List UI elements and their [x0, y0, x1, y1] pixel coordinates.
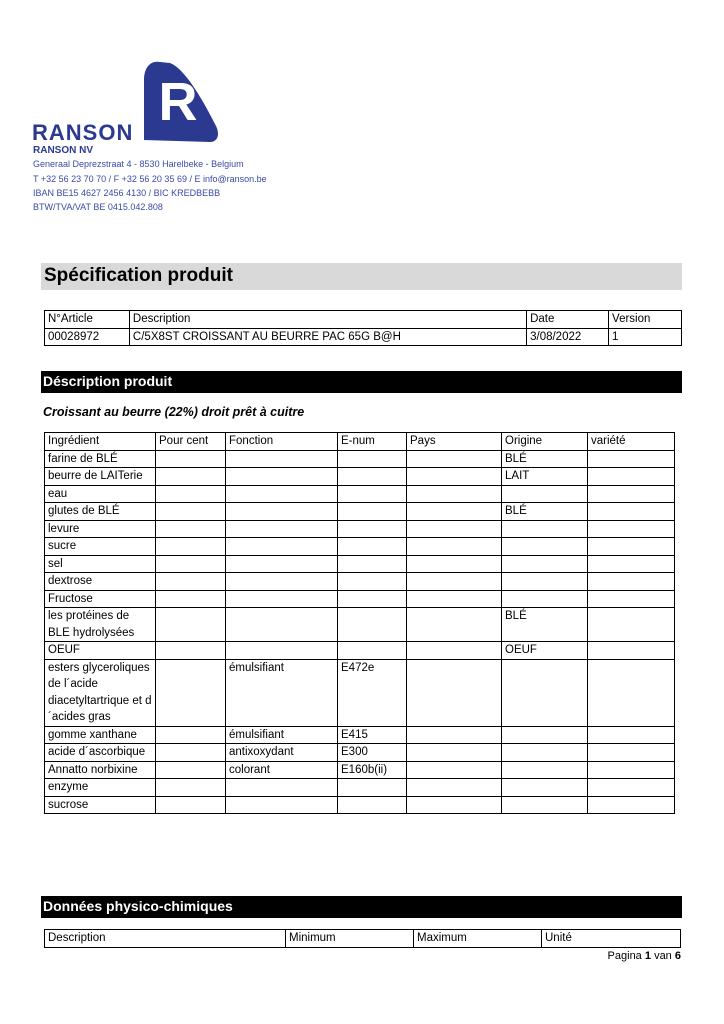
physico-header-cell: Minimum	[286, 930, 414, 948]
ingredient-cell	[502, 744, 588, 762]
ingredient-row	[45, 761, 675, 779]
ingredient-cell: farine de BLÉ	[45, 450, 156, 468]
ingredient-cell: OEUF	[502, 642, 588, 660]
ingredient-cell	[338, 796, 407, 814]
ingredient-cell: BLÉ	[502, 608, 588, 642]
article-table	[44, 310, 682, 346]
ingredient-header-cell: Origine	[502, 433, 588, 451]
ingredient-cell	[588, 590, 675, 608]
ingredient-row	[45, 744, 675, 762]
bank-line: IBAN BE15 4627 2456 4130 / BIC KREDBEBB	[33, 188, 221, 198]
ingredient-cell	[226, 573, 338, 591]
ingredient-cell	[338, 608, 407, 642]
company-name: RANSON NV	[33, 145, 94, 156]
physico-header-cell: Unité	[542, 930, 681, 948]
article-description: C/5X8ST CROISSANT AU BEURRE PAC 65G B@H	[129, 328, 526, 346]
ingredient-cell	[156, 726, 226, 744]
ingredient-cell	[588, 659, 675, 726]
ingredient-cell: E415	[338, 726, 407, 744]
ingredient-cell	[502, 726, 588, 744]
logo-letter: R	[158, 72, 198, 132]
article-header-row	[45, 311, 682, 329]
ingredient-cell	[407, 796, 502, 814]
page-footer	[608, 950, 681, 962]
ingredient-cell: émulsifiant	[226, 659, 338, 726]
ingredient-row	[45, 796, 675, 814]
ingredient-header-cell: Fonction	[226, 433, 338, 451]
ingredient-cell	[407, 608, 502, 642]
ingredient-row	[45, 779, 675, 797]
ingredient-cell	[588, 608, 675, 642]
section-heading: Déscription produit	[43, 373, 173, 389]
ingredient-cell	[226, 538, 338, 556]
ingredient-row	[45, 726, 675, 744]
ingredient-row	[45, 642, 675, 660]
article-value-row	[45, 328, 682, 346]
logo-text: RANSON	[32, 120, 134, 145]
ingredient-cell	[156, 761, 226, 779]
ingredient-cell	[502, 555, 588, 573]
ingredient-cell: levure	[45, 520, 156, 538]
section-heading: Données physico-chimiques	[43, 898, 233, 914]
product-subtitle: Croissant au beurre (22%) droit prêt à cuitre	[43, 405, 305, 419]
ingredient-row	[45, 608, 675, 642]
ingredient-cell: OEUF	[45, 642, 156, 660]
ingredient-cell: E300	[338, 744, 407, 762]
ingredient-cell	[502, 520, 588, 538]
ingredient-cell	[407, 744, 502, 762]
ingredient-cell	[226, 779, 338, 797]
ingredient-cell	[338, 450, 407, 468]
ingredient-cell	[407, 520, 502, 538]
ingredient-cell	[407, 503, 502, 521]
ingredient-row	[45, 538, 675, 556]
ingredient-cell	[226, 450, 338, 468]
ingredient-cell	[588, 573, 675, 591]
ingredient-cell	[407, 485, 502, 503]
ingredient-cell	[226, 485, 338, 503]
physico-table	[44, 929, 681, 948]
ingredient-cell: acide d´ascorbique	[45, 744, 156, 762]
ingredient-cell	[407, 538, 502, 556]
ingredient-cell	[407, 779, 502, 797]
ingredient-cell	[588, 796, 675, 814]
ingredient-cell	[588, 503, 675, 521]
ingredient-cell	[156, 468, 226, 486]
page-title-bar	[41, 263, 682, 290]
ingredient-cell	[502, 573, 588, 591]
ingredient-cell: émulsifiant	[226, 726, 338, 744]
ingredient-cell: glutes de BLÉ	[45, 503, 156, 521]
ingredient-cell	[156, 573, 226, 591]
article-header-cell: Date	[527, 311, 609, 329]
ingredient-cell	[588, 468, 675, 486]
ingredient-row	[45, 573, 675, 591]
ingredient-cell	[502, 779, 588, 797]
description-section-bar	[41, 371, 682, 393]
vat-line: BTW/TVA/VAT BE 0415.042.808	[33, 202, 163, 212]
article-header-cell: Description	[129, 311, 526, 329]
ingredient-cell: les protéines de BLE hydrolysées	[45, 608, 156, 642]
ingredient-cell	[407, 761, 502, 779]
ingredient-cell	[588, 485, 675, 503]
ingredient-cell	[338, 468, 407, 486]
ingredient-cell: BLÉ	[502, 450, 588, 468]
ingredient-cell: BLÉ	[502, 503, 588, 521]
ingredient-cell	[588, 555, 675, 573]
ingredient-cell	[588, 520, 675, 538]
physico-header-cell: Maximum	[414, 930, 542, 948]
ingredient-cell	[226, 796, 338, 814]
ingredient-cell: Annatto norbixine	[45, 761, 156, 779]
ingredient-cell	[226, 520, 338, 538]
ingredient-cell	[156, 450, 226, 468]
ingredient-cell	[156, 485, 226, 503]
ingredient-cell: Fructose	[45, 590, 156, 608]
physico-header-cell: Description	[45, 930, 286, 948]
ingredient-cell	[588, 779, 675, 797]
ingredient-cell	[502, 590, 588, 608]
article-header-cell: Version	[609, 311, 682, 329]
ingredient-cell	[338, 642, 407, 660]
ingredient-row	[45, 520, 675, 538]
ingredient-cell: esters glyceroliques de l´acide diacetyltartrique et d´acides gras	[45, 659, 156, 726]
article-date: 3/08/2022	[527, 328, 609, 346]
ingredient-cell	[588, 450, 675, 468]
footer-middle: van	[654, 950, 672, 962]
ingredient-cell: E160b(ii)	[338, 761, 407, 779]
ingredient-cell	[226, 555, 338, 573]
ingredient-cell	[226, 642, 338, 660]
ingredient-header-cell: E-num	[338, 433, 407, 451]
ingredient-cell	[407, 468, 502, 486]
ingredient-cell	[338, 779, 407, 797]
footer-total: 6	[674, 950, 681, 962]
ingredient-table	[44, 432, 675, 814]
ingredient-row	[45, 450, 675, 468]
ingredient-cell	[156, 520, 226, 538]
ingredient-cell	[502, 485, 588, 503]
ingredient-cell	[407, 726, 502, 744]
article-header-cell: N°Article	[45, 311, 130, 329]
ingredient-cell	[156, 659, 226, 726]
ingredient-cell	[226, 468, 338, 486]
ingredient-cell	[407, 573, 502, 591]
ingredient-cell	[156, 642, 226, 660]
ingredient-cell: LAIT	[502, 468, 588, 486]
ingredient-cell	[588, 744, 675, 762]
ingredient-row	[45, 659, 675, 726]
ingredient-cell	[588, 761, 675, 779]
physico-header-row	[45, 930, 681, 948]
ingredient-header-cell: Ingrédient	[45, 433, 156, 451]
ingredient-header-cell: Pour cent	[156, 433, 226, 451]
contact-line: T +32 56 23 70 70 / F +32 56 20 35 69 / E info@ranson.be	[33, 174, 267, 184]
ingredient-cell	[338, 485, 407, 503]
article-version: 1	[609, 328, 682, 346]
ingredient-cell	[407, 450, 502, 468]
footer-prefix: Pagina	[607, 950, 642, 962]
ingredient-cell	[156, 796, 226, 814]
page-title: Spécification produit	[44, 265, 233, 286]
ingredient-cell: sucrose	[45, 796, 156, 814]
ingredient-cell	[156, 608, 226, 642]
ingredient-cell	[156, 555, 226, 573]
ingredient-cell	[502, 538, 588, 556]
ingredient-cell: antixoxydant	[226, 744, 338, 762]
ingredient-cell: eau	[45, 485, 156, 503]
ingredient-cell	[156, 744, 226, 762]
ingredient-cell	[156, 590, 226, 608]
ingredient-row	[45, 555, 675, 573]
ingredient-cell	[407, 555, 502, 573]
ingredient-header-cell: Pays	[407, 433, 502, 451]
ingredient-cell	[338, 520, 407, 538]
ingredient-cell	[226, 503, 338, 521]
ingredient-row	[45, 503, 675, 521]
ingredient-cell	[407, 659, 502, 726]
footer-page: 1	[644, 950, 651, 962]
ingredient-cell	[156, 779, 226, 797]
ingredient-cell	[338, 555, 407, 573]
ingredient-cell	[338, 573, 407, 591]
ingredient-cell	[156, 503, 226, 521]
ingredient-cell: E472e	[338, 659, 407, 726]
ingredient-cell	[588, 726, 675, 744]
ingredient-cell: colorant	[226, 761, 338, 779]
ingredient-row	[45, 485, 675, 503]
ingredient-cell: sel	[45, 555, 156, 573]
ingredient-header-cell: variété	[588, 433, 675, 451]
ingredient-row	[45, 468, 675, 486]
ingredient-cell	[502, 761, 588, 779]
ingredient-cell	[588, 538, 675, 556]
ingredient-cell	[226, 608, 338, 642]
ingredient-cell	[407, 590, 502, 608]
address-line: Generaal Deprezstraat 4 - 8530 Harelbeke - Belgium	[33, 159, 244, 169]
article-number: 00028972	[45, 328, 130, 346]
ingredient-cell: gomme xanthane	[45, 726, 156, 744]
ingredient-cell	[407, 642, 502, 660]
ingredient-rows	[45, 450, 675, 814]
ingredient-header-row	[45, 433, 675, 451]
ingredient-cell	[338, 503, 407, 521]
ingredient-cell	[588, 642, 675, 660]
ingredient-cell	[338, 590, 407, 608]
ingredient-cell	[226, 590, 338, 608]
physico-section-bar	[41, 896, 682, 918]
ingredient-cell	[502, 659, 588, 726]
ingredient-cell: dextrose	[45, 573, 156, 591]
ingredient-cell: sucre	[45, 538, 156, 556]
ingredient-cell	[338, 538, 407, 556]
ingredient-cell	[156, 538, 226, 556]
ingredient-cell: beurre de LAITerie	[45, 468, 156, 486]
ingredient-row	[45, 590, 675, 608]
ingredient-cell: enzyme	[45, 779, 156, 797]
ingredient-cell	[502, 796, 588, 814]
